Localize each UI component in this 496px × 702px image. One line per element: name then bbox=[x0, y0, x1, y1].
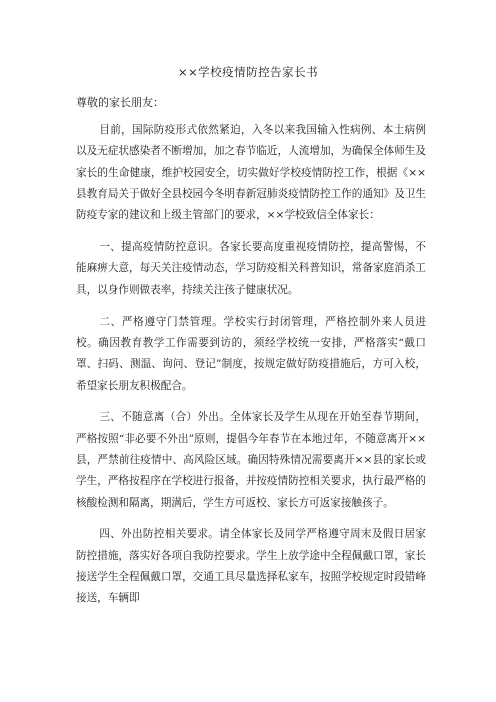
paragraph-item-2: 二、严格遵守门禁管理。学校实行封闭管理，严格控制外来人员进校。确因教育教学工作需要到访的，须经学校统一安排，严格落实“戴口罩、扫码、测温、询问、登记”制度，按规定做好防疫措施后，方可入校，希望家长朋友积极配合。 bbox=[76, 315, 426, 392]
paragraph-item-3: 三、不随意离（合）外出。全体家长及学生从现在开始至春节期间，严格按照“非必要不外出”原则，提倡今年春节在本地过年，不随意离开××县，严禁前往疫情中、高风险区域。确因特殊情况需要离开××县的家长或学生，严格按程序在学校进行报备，并按疫情防控相关要求，执行最严格的核酸检测和隔离，期满后，学生方可返校、家长方可返家接触孩子。 bbox=[76, 411, 426, 509]
paragraph-intro: 目前，国际防疫形式依然紧迫，入冬以来我国输入性病例、本土病例以及无症状感染者不断增加，加之春节临近，人流增加，为确保全体师生及家长的生命健康，维护校园安全，切实做好学校疫情防控工作，根据《××县教育局关于做好全县校园今冬明春新冠肺炎疫情防控工作的通知》及卫生防疫专家的建议和上级主管部门的要求，××学校致信全体家长： bbox=[76, 124, 426, 222]
paragraph-item-4: 四、外出防控相关要求。请全体家长及同学严格遵守周末及假日居家防控措施，落实好各项自我防控要求。学生上放学途中全程佩戴口罩，家长接送学生全程佩戴口罩，交通工具尽量选择私家车，按照学校规定时段错峰接送，车辆即 bbox=[76, 528, 426, 605]
document-title: ××学校疫情防控告家长书 bbox=[177, 65, 319, 79]
greeting-line: 尊敬的家长朋友： bbox=[76, 96, 164, 109]
document-body bbox=[76, 120, 426, 620]
paragraph-item-1: 一、提高疫情防控意识。各家长要高度重视疫情防控，提高警惕，不能麻痹大意，每天关注疫情动态，学习防疫相关科普知识，常备家庭消杀工具，以身作则做表率，持续关注孩子健康状况。 bbox=[76, 241, 426, 296]
